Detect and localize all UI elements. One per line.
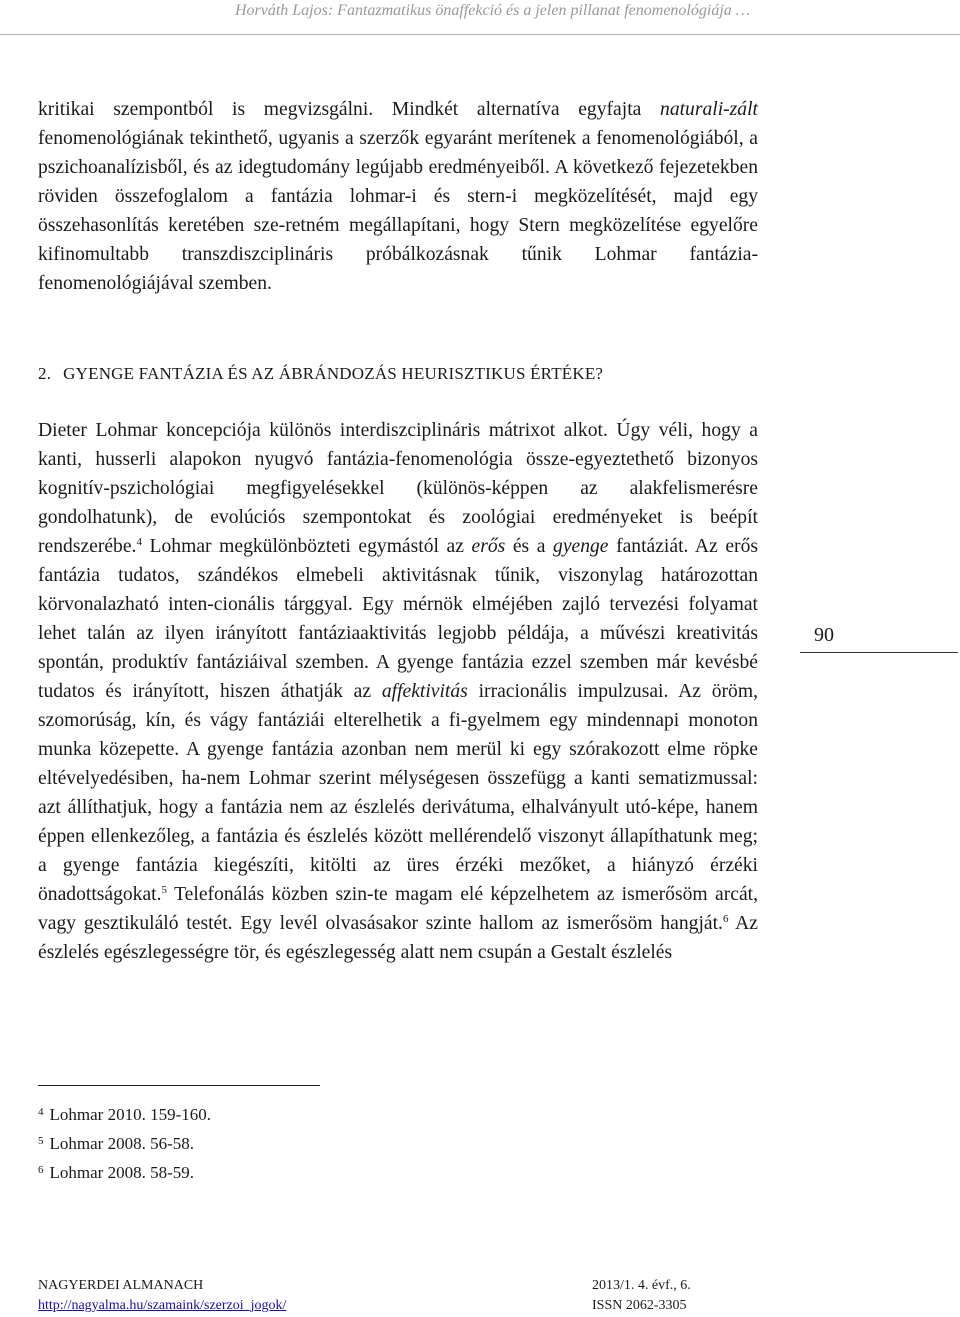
text-run: Lohmar megkülönbözteti egymástól az [141,536,472,557]
footnote [38,1128,538,1157]
footnote [38,1157,538,1186]
footnote-text: Lohmar 2008. 58-59. [49,1163,194,1182]
footnote-divider [38,1085,320,1086]
footnote-marker: 4 [38,1106,44,1118]
italic-term: erős [471,536,506,557]
section-heading [38,361,758,387]
footnote [38,1099,538,1128]
text-run: Dieter Lohmar koncepciója különös interdiszciplináris mátrixot alkot. Úgy véli, hogy a kanti, husserli alapokon nyugvó fantázia-fenomenológia össze-egyeztethető bizonyos kognitív-pszichológiai megfigyelésekkel (különös-képpen az alakfelismerésre gondolhatunk), de evolúciós szempontokat és zoológiai eredményeket is beépít rendszerébe. [38,420,758,557]
page-number: 90 [814,624,834,646]
text-run: fenomenológiának tekinthető, ugyanis a szerzők egyaránt merítenek a fenomenológiából, a pszichoanalízisből, és az idegtudomány legújabb eredményeiből. A következő fejezetekben röviden összefoglalom a fantázia lohmar-i és stern-i megközelítését, majd egy összehasonlítás keretében sze-retném megállapítani, hogy Stern megközelítése egyelőre kifinomultabb transzdiszciplináris próbálkozásnak tűnik Lohmar fantázia-fenomenológiájával szemben. [38,128,758,294]
italic-term: naturali-zált [660,99,758,120]
running-head: Horváth Lajos: Fantazmatikus önaffekció és a jelen pillanat fenomenológiája … [234,2,750,19]
footnote-ref: 5 [161,884,168,896]
section-title: GYENGE FANTÁZIA ÉS AZ ÁBRÁNDOZÁS HEURISZTIKUS ÉRTÉKE? [63,364,604,383]
footnote-marker: 5 [38,1135,44,1147]
footnotes [38,1099,538,1186]
italic-term: gyenge [553,536,609,557]
paragraph-intro [38,95,758,298]
issue-info: 2013/1. 4. évf., 6. [592,1278,691,1293]
copyright-link[interactable]: http://nagyalma.hu/szamaink/szerzoi_jogok/ [38,1298,287,1313]
paragraph-lohmar [38,416,758,967]
page-number-rule [800,652,958,653]
text-run: Az észlelés egészlegességre tör, és egészlegesség alatt nem csupán a Gestalt észlelés [38,913,758,963]
footer-right [592,1276,691,1316]
footnote-ref: 4 [136,536,142,548]
text-run: irracionális impulzusai. Az öröm, szomorúság, kín, és vágy fantáziái elterelhetik a fi-gyelmem egy mindennapi monoton munka közepette. A gyenge fantázia azonban nem merül ki egy szórakozott elme röpke eltévelyedésiben, ha-nem Lohmar szerint mélységesen összefügg a kanti sematizmussal: azt állíthatjuk, hogy a fantázia nem az észlelés derivátuma, elhalványult utó-képe, hanem éppen ellenkezőleg, a fantázia és észlelés között mellérendelő viszonyt állapíthatunk meg; a gyenge fantázia kiegészíti, kitölti az üres érzéki mezőket, a hiányzó érzéki önadottságokat. [38,681,758,905]
text-run: Telefonálás közben szin-te magam elé képzelhetem az ismerősöm arcát, vagy gesztikuláló testét. Egy levél olvasásakor szinte hallom az ismerősöm hangját. [38,884,758,934]
footer-left [38,1276,286,1316]
section-number: 2. [38,364,52,383]
text-run: kritikai szempontból is megvizsgálni. Mindkét alternatíva egyfajta [38,99,661,120]
top-divider [0,34,960,35]
italic-term: affektivitás [381,681,468,702]
journal-name: NAGYERDEI ALMANACH [38,1278,204,1293]
footnote-ref: 6 [722,913,729,925]
footnote-text: Lohmar 2008. 56-58. [49,1134,194,1153]
text-run: fantáziát. Az erős fantázia tudatos, szándékos elmebeli aktivitásnak tűnik, viszonylag határozottan körvonalazható inten-cionális tárggyal. Egy mérnök elméjében zajló tervezési folyamat lehet talán az ilyen irányított fantáziaaktivitás legjobb példája, a művészi kreativitás spontán, produktív fantáziáival szemben. A gyenge fantázia ezzel szemben már kevésbé tudatos és irányított, hiszen áthatják az [38,536,758,702]
footnote-marker: 6 [38,1164,44,1176]
issn: ISSN 2062-3305 [592,1298,687,1313]
text-run: és a [505,536,554,557]
footnote-text: Lohmar 2010. 159-160. [49,1105,211,1124]
